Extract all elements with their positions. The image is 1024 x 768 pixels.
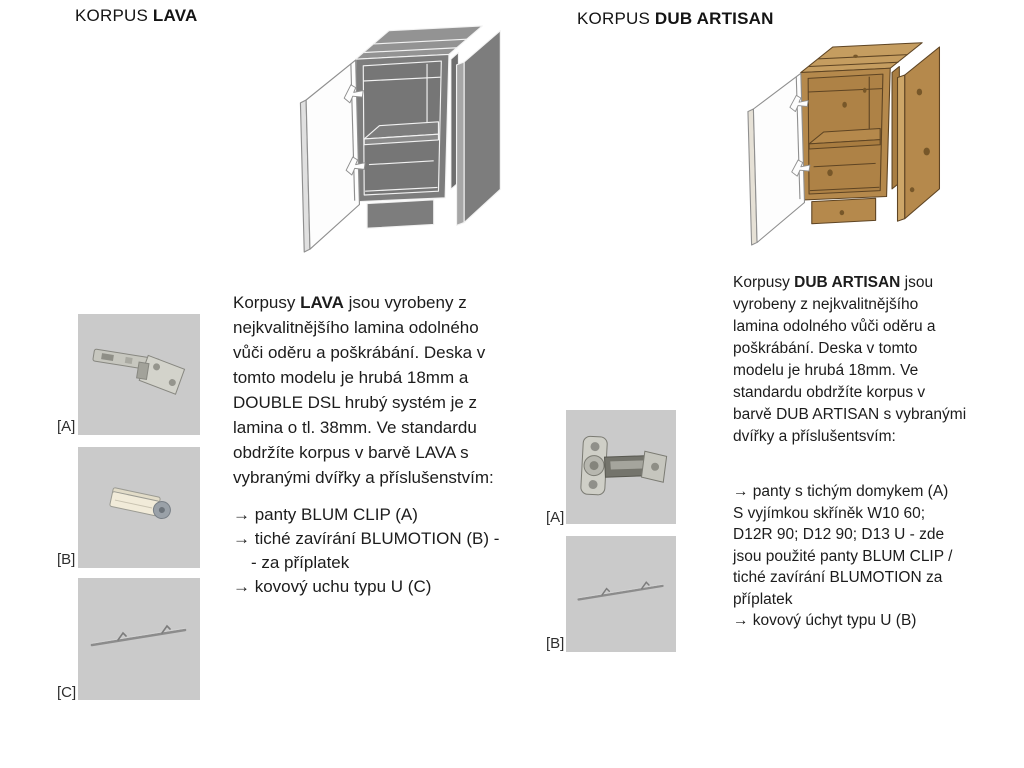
bullet-line: → kovový uchu typu U (C) <box>233 577 432 596</box>
text-segment: jsou <box>900 274 934 291</box>
text-line <box>733 272 973 294</box>
artisan-accessory-list <box>733 481 973 632</box>
bullet-line: S vyjímkou skříněk W10 60; <box>733 504 926 522</box>
title-prefix: KORPUS <box>75 6 153 25</box>
brand-segment: LAVA <box>300 293 344 312</box>
lava-description <box>233 290 533 490</box>
text-segment: Korpusy <box>233 293 301 312</box>
bullet-line: → panty BLUM CLIP (A) <box>233 505 418 524</box>
text-line: poškrábání. Deska v tomto <box>733 340 918 357</box>
text-line: vyrobeny z nejkvalitnějšího <box>733 296 919 313</box>
text-line: barvě DUB ARTISAN s vybranými <box>733 406 967 423</box>
lava-section-title <box>75 6 197 26</box>
lava-hardware-label-c: [C] <box>57 684 77 701</box>
bullet-line: → panty s tichým domykem (A) <box>733 483 949 500</box>
bullet-line: → kovový úchyt typu U (B) <box>733 612 917 629</box>
text-line: vybranými dvířky a příslušenstvím: <box>233 468 494 487</box>
blumotion-damper-icon <box>78 447 200 568</box>
lava-hardware-label-a: [A] <box>57 418 76 435</box>
bullet-line: - za příplatek <box>251 553 350 572</box>
text-line: tomto modelu je hrubá 18mm a <box>233 368 469 387</box>
clip-hinge-icon <box>78 314 200 435</box>
lava-damper-photo <box>78 447 200 568</box>
text-line: lamina odolného vůči oděru a <box>733 318 936 335</box>
title-brand: DUB ARTISAN <box>654 9 774 28</box>
text-line <box>233 290 533 315</box>
text-line: vůči oděru a poškrábání. Deska v <box>233 343 486 362</box>
bullet-line: D12R 90; D12 90; D13 U - zde <box>733 526 945 543</box>
title-prefix: KORPUS <box>577 9 655 28</box>
lava-cabinet-illustration <box>289 5 527 271</box>
text-line: modelu je hrubá 18mm. Ve <box>733 362 919 379</box>
text-line: DOUBLE DSL hrubý systém je z <box>233 393 478 412</box>
bullet-line: jsou použité panty BLUM CLIP / <box>733 547 953 565</box>
title-brand: LAVA <box>152 6 198 25</box>
artisan-description <box>733 272 973 448</box>
artisan-cabinet-illustration <box>737 24 965 262</box>
brand-segment: DUB ARTISAN <box>794 274 901 291</box>
lava-accessory-list <box>233 503 533 599</box>
artisan-hardware-label-a: [A] <box>546 509 565 526</box>
text-line: nejkvalitnějšího lamina odolného <box>233 318 479 337</box>
text-line: standardu obdržíte korpus v <box>733 384 926 401</box>
lava-hinge-photo <box>78 314 200 435</box>
cup-hinge-icon <box>566 410 676 524</box>
text-segment: Korpusy <box>733 274 795 291</box>
artisan-handle-photo <box>566 536 676 652</box>
text-line: lamina o tl. 38mm. Ve standardu <box>233 418 477 437</box>
u-handle-icon <box>566 536 676 652</box>
bullet-line: příplatek <box>733 590 793 608</box>
artisan-hardware-label-b: [B] <box>546 635 565 652</box>
lava-handle-photo <box>78 578 200 700</box>
bullet-line: tiché zavírání BLUMOTION za <box>733 569 943 586</box>
lava-hardware-label-b: [B] <box>57 551 76 568</box>
text-segment: jsou vyrobeny z <box>343 293 467 312</box>
text-line: obdržíte korpus v barvě LAVA s <box>233 443 469 462</box>
artisan-hinge-photo <box>566 410 676 524</box>
bullet-line: → tiché zavírání BLUMOTION (B) - <box>233 529 500 548</box>
text-line: dvířky a příslušentsvím: <box>733 428 896 445</box>
u-handle-icon <box>78 578 200 700</box>
